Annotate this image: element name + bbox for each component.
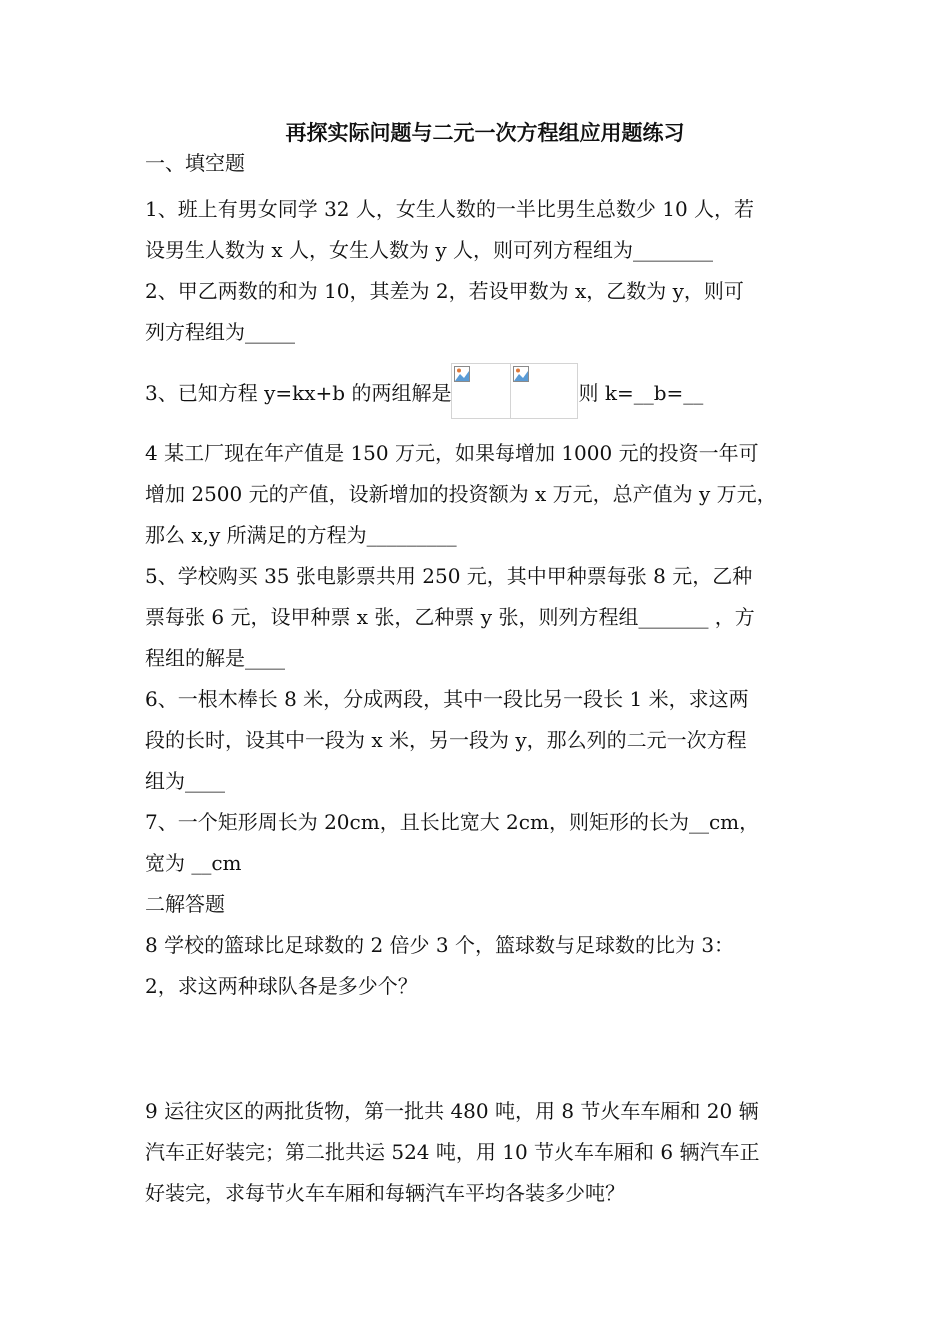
question-2-line-2: 列方程组为_____: [145, 320, 295, 344]
question-5: [145, 556, 825, 679]
question-2-line-1: 2、甲乙两数的和为 10，其差为 2，若设甲数为 x，乙数为 y，则可: [145, 279, 744, 303]
solution-image-2: [511, 363, 578, 419]
document-page: [145, 118, 825, 1214]
question-7-line-1: 7、一个矩形周长为 20cm，且长比宽大 2cm，则矩形的长为__cm，: [145, 810, 760, 834]
question-7: [145, 802, 825, 884]
question-4-line-2: 增加 2500 元的产值，设新增加的投资额为 x 万元，总产值为 y 万元，: [145, 482, 777, 506]
section-answer-heading: 二解答题: [145, 892, 225, 916]
question-4: [145, 433, 825, 556]
question-6-line-3: 组为____: [145, 769, 225, 793]
question-8-line-1: 8 学校的篮球比足球数的 2 倍少 3 个，篮球数与足球数的比为 3：: [145, 933, 735, 957]
question-6-line-1: 6、一根木棒长 8 米，分成两段，其中一段比另一段长 1 米，求这两: [145, 687, 749, 711]
broken-image-icon: [513, 366, 529, 382]
question-7-line-2: 宽为 __cm: [145, 851, 242, 875]
question-5-line-3: 程组的解是____: [145, 646, 285, 670]
question-9-line-1: 9 运往灾区的两批货物，第一批共 480 吨，用 8 节火车车厢和 20 辆: [145, 1099, 759, 1123]
question-6: [145, 679, 825, 802]
broken-image-icon: [454, 366, 470, 382]
question-3-suffix: 则 k=__b=__: [578, 380, 704, 405]
answer-space: [145, 1007, 825, 1091]
question-3: [145, 361, 825, 421]
question-1-line-1: 1、班上有男女同学 32 人，女生人数的一半比男生总数少 10 人，若: [145, 197, 755, 221]
question-9-line-2: 汽车正好装完；第二批共运 524 吨，用 10 节火车车厢和 6 辆汽车正: [145, 1140, 760, 1164]
question-4-line-3: 那么 x,y 所满足的方程为_________: [145, 523, 457, 547]
question-6-line-2: 段的长时，设其中一段为 x 米，另一段为 y，那么列的二元一次方程: [145, 728, 747, 752]
question-5-line-1: 5、学校购买 35 张电影票共用 250 元，其中甲种票每张 8 元，乙种: [145, 564, 753, 588]
question-8-line-2: 2，求这两种球队各是多少个？: [145, 974, 418, 998]
section-answer: [145, 884, 825, 925]
question-1: [145, 189, 825, 271]
question-5-line-2: 票每张 6 元，设甲种票 x 张，乙种票 y 张，则列方程组_______ ，方: [145, 605, 755, 629]
question-3-prefix: 3、已知方程 y=kx+b 的两组解是: [145, 380, 452, 405]
question-9: [145, 1091, 825, 1214]
section-fill-in: 一、填空题: [145, 151, 245, 175]
question-1-line-2: 设男生人数为 x 人，女生人数为 y 人，则可列方程组为________: [145, 238, 714, 262]
page-title: 再探实际问题与二元一次方程组应用题练习: [285, 120, 685, 145]
question-4-line-1: 4 某工厂现在年产值是 150 万元，如果每增加 1000 元的投资一年可: [145, 441, 759, 465]
question-8: [145, 925, 825, 1007]
solution-image-1: [451, 363, 511, 419]
question-9-line-3: 好装完，求每节火车车厢和每辆汽车平均各装多少吨？: [145, 1181, 625, 1205]
question-2: [145, 271, 825, 353]
